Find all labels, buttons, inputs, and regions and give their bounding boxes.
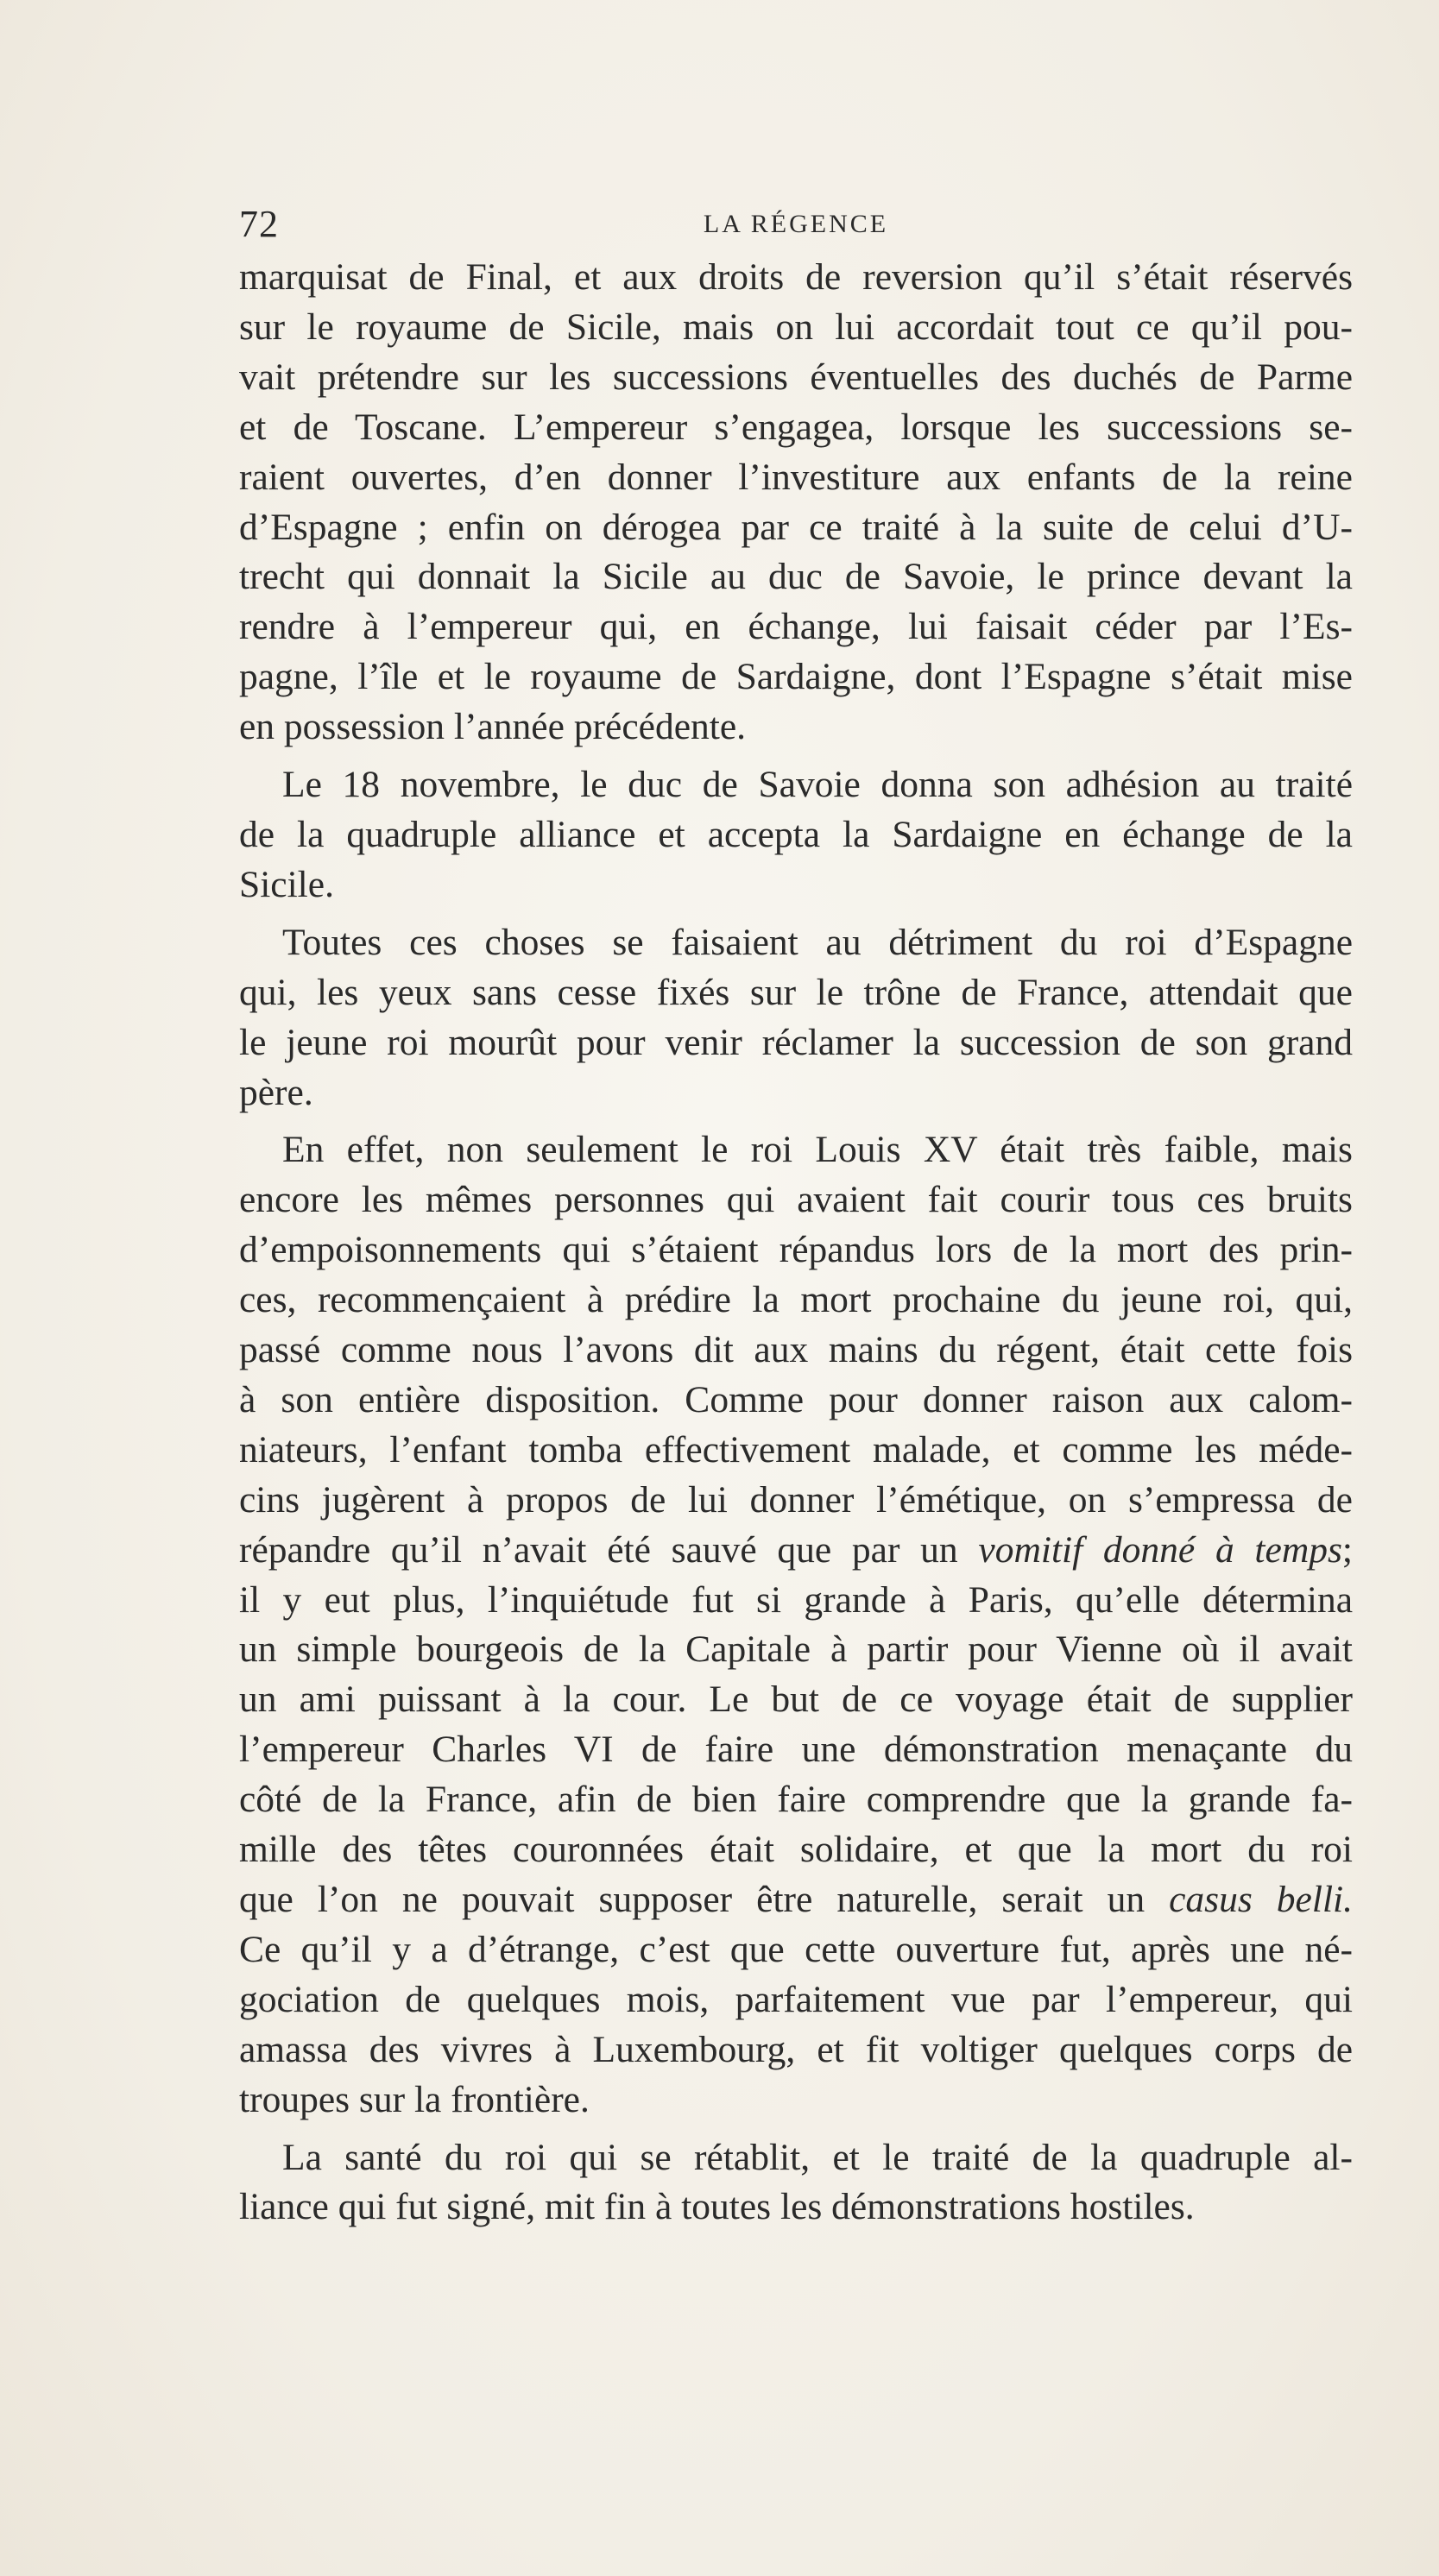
text-line: gociation de quelques mois, parfaitement vue par l’empereur, qui bbox=[239, 1978, 1353, 2020]
text-line: niateurs, l’enfant tomba effectivement malade, et comme les méde- bbox=[239, 1428, 1353, 1471]
paragraph-4 bbox=[239, 1125, 1353, 2125]
text-line: il y eut plus, l’inquiétude fut si grande à Paris, qu’elle détermina bbox=[239, 1578, 1353, 1621]
text-line: liance qui fut signé, mit fin à toutes les démonstrations hostiles. bbox=[239, 2186, 1195, 2228]
text-line: le jeune roi mourût pour venir réclamer la succession de son grand bbox=[239, 1021, 1353, 1063]
text-line: Toutes ces choses se faisaient au détriment du roi d’Espagne bbox=[282, 921, 1353, 963]
text-line: qui, les yeux sans cesse fixés sur le trône de France, attendait que bbox=[239, 971, 1353, 1013]
paragraph-3 bbox=[239, 918, 1353, 1118]
running-head: LA RÉGENCE bbox=[703, 210, 889, 238]
text-line: cins jugèrent à propos de lui donner l’émétique, on s’empressa de bbox=[239, 1478, 1353, 1521]
body-text bbox=[239, 253, 1353, 2240]
text-line: Ce qu’il y a d’étrange, c’est que cette ouverture fut, après une né- bbox=[239, 1928, 1353, 1970]
page-header bbox=[239, 200, 1353, 249]
paragraph-1 bbox=[239, 253, 1353, 753]
text-segment: répandre qu’il n’avait été sauvé que par un bbox=[239, 1528, 958, 1571]
text-line-with-italic bbox=[239, 1526, 1353, 1576]
text-line: un simple bourgeois de la Capitale à partir pour Vienne où il avait bbox=[239, 1628, 1353, 1671]
punctuation: ; bbox=[1341, 1528, 1354, 1571]
text-line: vait prétendre sur les successions éventuelles des duchés de Parme bbox=[239, 356, 1353, 398]
text-line: marquisat de Final, et aux droits de reversion qu’il s’était réservés bbox=[239, 256, 1353, 298]
page-number: 72 bbox=[239, 203, 279, 245]
text-line: et de Toscane. L’empereur s’engagea, lorsque les successions se- bbox=[239, 406, 1353, 448]
text-line: côté de la France, afin de bien faire comprendre que la grande fa- bbox=[239, 1779, 1353, 1821]
text-line: raient ouvertes, d’en donner l’investiture aux enfants de la reine bbox=[239, 456, 1353, 498]
paragraph-2 bbox=[239, 760, 1353, 910]
text-line: rendre à l’empereur qui, en échange, lui faisait céder par l’Es- bbox=[239, 606, 1353, 648]
text-line: encore les mêmes personnes qui avaient fait courir tous ces bruits bbox=[239, 1179, 1353, 1221]
text-line: La santé du roi qui se rétablit, et le traité de la quadruple al- bbox=[282, 2136, 1353, 2178]
text-line: En effet, non seulement le roi Louis XV était très faible, mais bbox=[282, 1129, 1353, 1171]
text-line: troupes sur la frontière. bbox=[239, 2078, 590, 2120]
text-line: d’empoisonnements qui s’étaient répandus lors de la mort des prin- bbox=[239, 1229, 1353, 1271]
text-line: de la quadruple alliance et accepta la Sardaigne en échange de la bbox=[239, 813, 1353, 855]
text-line: un ami puissant à la cour. Le but de ce voyage était de supplier bbox=[239, 1678, 1353, 1721]
text-line: trecht qui donnait la Sicile au duc de Savoie, le prince devant la bbox=[239, 556, 1353, 598]
text-line: à son entière disposition. Comme pour donner raison aux calom- bbox=[239, 1378, 1353, 1420]
text-line: sur le royaume de Sicile, mais on lui accordait tout ce qu’il pou- bbox=[239, 305, 1353, 348]
text-line: Sicile. bbox=[239, 863, 334, 905]
text-line: père. bbox=[239, 1071, 313, 1113]
italic-phrase: vomitif donné à temps bbox=[978, 1528, 1342, 1571]
text-segment: que l’on ne pouvait supposer être naturelle, serait un bbox=[239, 1879, 1146, 1920]
text-line: passé comme nous l’avons dit aux mains du régent, était cette fois bbox=[239, 1329, 1353, 1371]
text-line: amassa des vivres à Luxembourg, et fit voltiger quelques corps de bbox=[239, 2028, 1353, 2070]
text-line: l’empereur Charles VI de faire une démonstration menaçante du bbox=[239, 1729, 1353, 1771]
paragraph-5 bbox=[239, 2133, 1353, 2233]
text-line: mille des têtes couronnées était solidaire, et que la mort du roi bbox=[239, 1829, 1353, 1871]
text-line-with-italic bbox=[239, 1875, 1353, 1925]
text-line: Le 18 novembre, le duc de Savoie donna son adhésion au traité bbox=[282, 764, 1353, 806]
text-line: d’Espagne ; enfin on dérogea par ce traité à la suite de celui d’U- bbox=[239, 506, 1353, 548]
text-line: ces, recommençaient à prédire la mort prochaine du jeune roi, qui, bbox=[239, 1279, 1353, 1321]
text-line: en possession l’année précédente. bbox=[239, 706, 747, 748]
italic-phrase: casus belli. bbox=[1169, 1879, 1353, 1920]
text-line: pagne, l’île et le royaume de Sardaigne, dont l’Espagne s’était mise bbox=[239, 656, 1353, 698]
